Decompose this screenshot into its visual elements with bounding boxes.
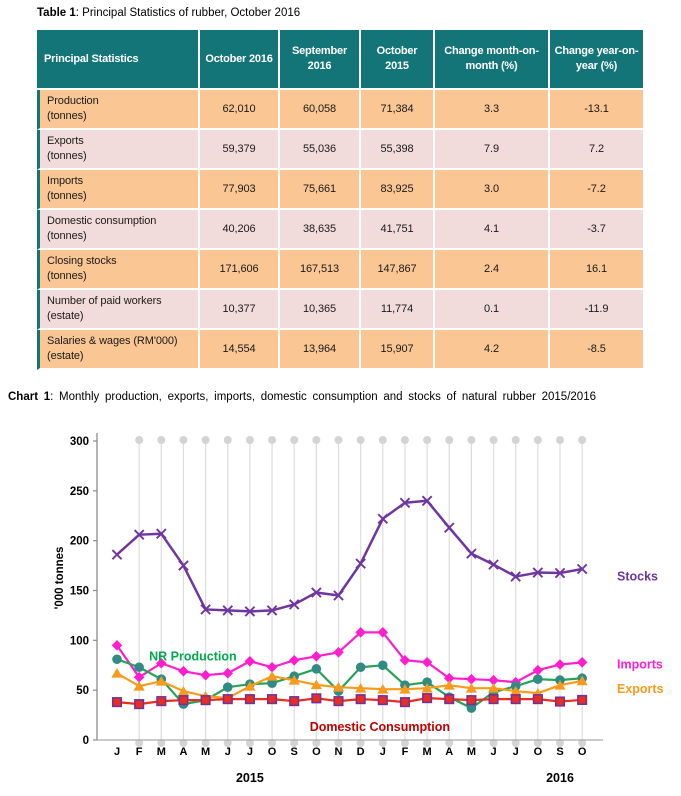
table-cell: 75,661 (280, 170, 361, 210)
data-point-marker (577, 657, 588, 668)
y-tick-label: 300 (69, 436, 89, 448)
month-label: D (356, 746, 365, 758)
month-label: J (379, 746, 386, 758)
data-point-marker (578, 696, 587, 705)
table-cell: 10,377 (200, 290, 280, 330)
table-title (37, 7, 300, 19)
data-point-marker (112, 654, 122, 664)
data-point-marker (179, 696, 188, 705)
y-tick-label: 100 (69, 635, 89, 648)
data-point-marker (334, 697, 343, 706)
data-point-marker (556, 697, 565, 706)
data-point-marker (356, 695, 365, 704)
year-label: 2015 (235, 771, 264, 785)
row-label-text: Domestic consumption (47, 215, 157, 228)
row-label-text: Number of paid workers (47, 295, 162, 308)
row-label-text: Closing stocks (47, 255, 117, 268)
table-cell: 83,925 (361, 170, 435, 210)
table-cell: 3.3 (435, 90, 550, 130)
table-cell: 15,907 (361, 330, 435, 370)
data-point-marker (311, 651, 322, 662)
annotation-nr-production: NR Production (149, 649, 237, 664)
legend-label-imports: Imports (617, 657, 663, 672)
month-label: S (290, 746, 298, 758)
row-label-closing-stocks (37, 250, 200, 290)
data-point-marker (378, 660, 388, 670)
table-cell: 4.2 (435, 330, 550, 370)
data-point-marker (289, 655, 300, 666)
table-cell: -8.5 (550, 330, 645, 370)
row-label-text: Production (47, 95, 99, 108)
data-point-marker (134, 662, 144, 672)
row-label-sub: (estate) (47, 310, 84, 322)
month-label: M (466, 746, 476, 758)
data-point-marker (379, 696, 388, 705)
table-cell: 16.1 (550, 250, 645, 290)
row-label-sub: (tonnes) (47, 150, 87, 162)
table-cell: -11.9 (550, 290, 645, 330)
month-label: F (135, 746, 143, 758)
y-tick-label: 150 (69, 585, 89, 598)
table-cell: 62,010 (200, 90, 280, 130)
col-header-change-yoy: Change year-on-year (%) (550, 30, 645, 90)
table-cell: -7.2 (550, 170, 645, 210)
data-point-marker (511, 695, 520, 704)
data-point-marker (201, 696, 210, 705)
data-point-marker (312, 694, 321, 703)
data-point-marker (223, 682, 233, 692)
data-point-marker (533, 665, 544, 676)
data-point-marker (223, 695, 232, 704)
table-cell: 60,058 (280, 90, 361, 130)
row-label-domestic-consumption (37, 210, 200, 250)
data-point-marker (489, 695, 498, 704)
row-label-sub: (tonnes) (47, 190, 87, 202)
month-label: O (577, 746, 587, 758)
row-label-sub: (estate) (47, 350, 84, 362)
month-label: N (334, 746, 343, 758)
data-point-marker (135, 700, 144, 709)
row-label-sub: (tonnes) (47, 230, 87, 242)
data-point-marker (533, 674, 543, 684)
legend-label-stocks: Stocks (617, 569, 658, 584)
row-label-paid-workers (37, 290, 200, 330)
data-point-marker (467, 696, 476, 705)
chart-canvas (0, 407, 681, 796)
table-cell: 3.0 (435, 170, 550, 210)
month-label: O (533, 746, 543, 758)
y-tick-label: 200 (69, 535, 89, 548)
data-point-marker (268, 695, 277, 704)
data-point-marker (423, 694, 432, 703)
table-cell: 40,206 (200, 210, 280, 250)
data-point-marker (401, 698, 410, 707)
table-cell: 55,036 (280, 130, 361, 170)
month-label: J (490, 746, 497, 758)
statistics-table (37, 30, 645, 370)
data-point-marker (466, 674, 477, 685)
data-point-marker (178, 686, 189, 696)
table-cell: 11,774 (361, 290, 435, 330)
month-label: M (156, 746, 166, 758)
data-point-marker (534, 695, 543, 704)
row-label-sub: (tonnes) (47, 110, 87, 122)
y-tick-label: 250 (69, 485, 89, 498)
row-label-exports (37, 130, 200, 170)
data-point-marker (290, 697, 299, 706)
table-cell: 171,606 (200, 250, 280, 290)
table-cell: 71,384 (361, 90, 435, 130)
table-cell: 7.9 (435, 130, 550, 170)
month-label: F (401, 746, 409, 758)
col-header-oct-2016: October 2016 (200, 30, 280, 90)
table-cell: 13,964 (280, 330, 361, 370)
table-cell: -3.7 (550, 210, 645, 250)
month-label: J (246, 746, 253, 758)
data-point-marker (113, 698, 122, 707)
month-label: S (556, 746, 564, 758)
month-label: M (422, 746, 432, 758)
col-header-change-mom: Change month-on-month (%) (435, 30, 550, 90)
data-point-marker (157, 697, 166, 706)
col-header-sep-2016: September 2016 (280, 30, 361, 90)
table-cell: 10,365 (280, 290, 361, 330)
table-title-rest: : Principal Statistics of rubber, October 2016 (75, 7, 301, 19)
table-cell: 38,635 (280, 210, 361, 250)
col-header-oct-2015: October 2015 (361, 30, 435, 90)
data-point-marker (200, 670, 211, 681)
row-label-production (37, 90, 200, 130)
annotation-domestic-consumption: Domestic Consumption (309, 720, 451, 735)
table-cell: 77,903 (200, 170, 280, 210)
col-header-principal-statistics: Principal Statistics (37, 30, 200, 90)
year-label: 2016 (546, 771, 574, 785)
table-cell: 7.2 (550, 130, 645, 170)
data-point-marker (356, 662, 366, 672)
series-line-stocks (117, 501, 582, 612)
data-point-marker (267, 662, 278, 673)
data-point-marker (312, 664, 322, 674)
table-cell: 147,867 (361, 250, 435, 290)
row-label-text: Salaries & wages (RM'000) (47, 335, 178, 348)
x-axis-labels (114, 746, 587, 785)
table-cell: 59,379 (200, 130, 280, 170)
data-point-marker (245, 656, 256, 667)
month-label: J (224, 746, 231, 758)
month-label: O (312, 746, 321, 758)
legend-label-exports: Exports (617, 682, 664, 697)
y-axis-title: '000 tonnes (54, 546, 66, 610)
chart-title-bold: Chart 1 (8, 391, 51, 403)
y-tick-label: 0 (82, 735, 89, 747)
chart-title (8, 391, 676, 403)
row-label-text: Imports (47, 175, 83, 188)
table-title-bold: Table 1 (37, 7, 76, 19)
table-cell: 167,513 (280, 250, 361, 290)
row-label-sub: (tonnes) (47, 270, 87, 282)
table-cell: 0.1 (435, 290, 550, 330)
row-label-text: Exports (47, 135, 84, 148)
month-label: A (179, 746, 188, 758)
data-point-marker (246, 695, 255, 704)
data-point-marker (555, 659, 566, 670)
table-cell: -13.1 (550, 90, 645, 130)
month-label: J (113, 746, 121, 758)
data-point-marker (222, 668, 233, 679)
row-label-imports (37, 170, 200, 210)
month-label: M (201, 746, 211, 758)
data-point-marker (445, 695, 454, 704)
data-point-marker (111, 668, 122, 678)
data-point-marker (178, 666, 189, 677)
table-cell: 41,751 (361, 210, 435, 250)
month-label: A (445, 746, 454, 758)
month-label: O (267, 746, 277, 758)
row-label-salaries-wages (37, 330, 200, 370)
chart-title-rest: : Monthly production, exports, imports, domestic consumption and stocks of natural rubber 2015/2016 (50, 391, 596, 403)
table-cell: 4.1 (435, 210, 550, 250)
month-label: J (512, 746, 519, 758)
table-cell: 14,554 (200, 330, 280, 370)
y-tick-label: 50 (76, 685, 89, 698)
table-cell: 2.4 (435, 250, 550, 290)
table-cell: 55,398 (361, 130, 435, 170)
